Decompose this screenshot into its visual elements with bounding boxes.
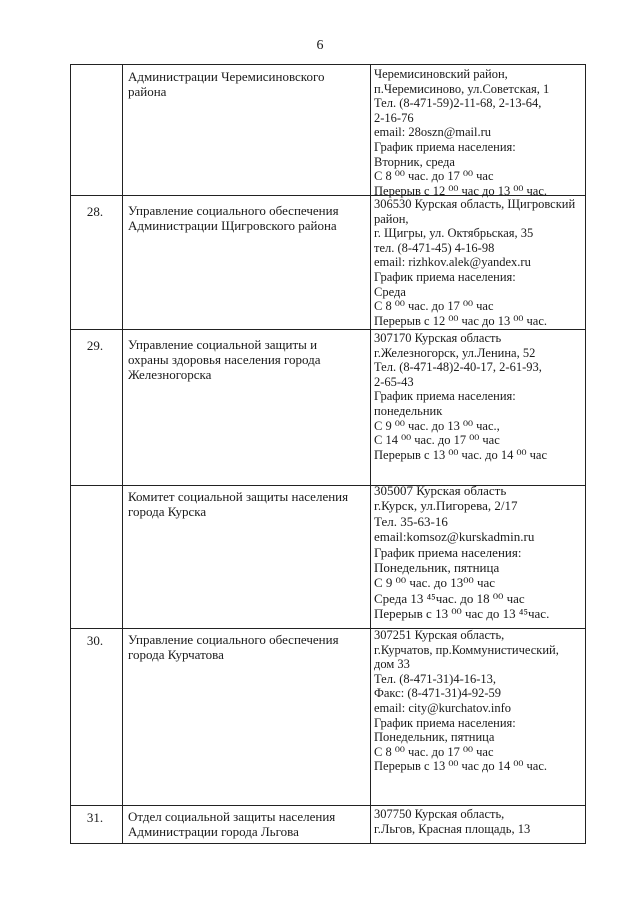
- org-line: Отдел социальной защиты населения: [128, 809, 336, 824]
- page-number: 6: [316, 38, 324, 53]
- contact-line: 307251 Курская область,: [374, 628, 505, 642]
- organization-name: [128, 203, 368, 233]
- contact-line: г.Курчатов, пр.Коммунистический,: [374, 642, 559, 657]
- contact-line: С 8 ⁰⁰ час. до 17 ⁰⁰ час: [374, 299, 494, 314]
- org-line: Управление социальной защиты и: [128, 337, 318, 352]
- row-number: 28.: [86, 204, 104, 219]
- row-divider: [70, 329, 586, 330]
- org-line: города Курчатова: [128, 647, 224, 662]
- contact-line: График приема населения:: [374, 269, 516, 284]
- contact-info: [374, 197, 582, 328]
- contact-line: дом 33: [374, 657, 410, 672]
- contact-info: [374, 67, 582, 198]
- org-line: Управление социального обеспечения: [128, 203, 339, 218]
- contact-line: Факс: (8-471-31)4-92-59: [374, 686, 502, 701]
- contact-line: г.Курск, ул.Пигорева, 2/17: [374, 498, 518, 514]
- contact-line: г.Льгов, Красная площадь, 13: [374, 821, 531, 836]
- row-number: 30.: [86, 633, 104, 648]
- contact-line: Тел. (8-471-48)2-40-17, 2-61-93,: [374, 360, 542, 375]
- contact-line: 307750 Курская область,: [374, 807, 505, 821]
- contact-line: График приема населения:: [374, 715, 516, 730]
- contact-line: С 14 ⁰⁰ час. до 17 ⁰⁰ час: [374, 433, 500, 448]
- org-line: района: [128, 84, 167, 99]
- organization-name: [128, 809, 368, 839]
- contact-line: С 9 ⁰⁰ час. до 13 ⁰⁰ час.,: [374, 418, 500, 433]
- table-border-right: [585, 65, 586, 843]
- contact-line: г.Железногорск, ул.Ленина, 52: [374, 345, 536, 360]
- column-divider-1: [122, 65, 123, 843]
- contact-line: Среда 13 ⁴⁵час. до 18 ⁰⁰ час: [374, 590, 525, 606]
- contact-line: район,: [374, 211, 409, 226]
- contact-info: [374, 628, 582, 774]
- contact-line: Тел. (8-471-31)4-16-13,: [374, 671, 497, 686]
- table-border-left: [70, 65, 71, 843]
- contact-line: Черемисиновский район,: [374, 67, 508, 81]
- contact-line: График приема населения:: [374, 139, 516, 154]
- organization-name: [128, 69, 368, 99]
- contact-info: [374, 331, 582, 462]
- org-line: Управление социального обеспечения: [128, 632, 339, 647]
- contact-line: тел. (8-471-45) 4-16-98: [374, 240, 495, 255]
- contacts-table: [70, 64, 586, 844]
- contact-line: 2-16-76: [374, 110, 414, 125]
- contact-email: email: city@kurchatov.info: [374, 700, 512, 715]
- contact-line: График приема населения:: [374, 389, 516, 404]
- row-number: 29.: [86, 338, 104, 353]
- contact-line: Понедельник, пятница: [374, 730, 495, 745]
- contact-info: [374, 807, 582, 836]
- row-divider: [70, 805, 586, 806]
- org-line: Комитет социальной защиты населения: [128, 489, 349, 504]
- contact-line: понедельник: [374, 403, 443, 418]
- contact-line: С 8 ⁰⁰ час. до 17 ⁰⁰ час: [374, 744, 494, 759]
- contact-line: Понедельник, пятница: [374, 560, 500, 576]
- column-divider-2: [370, 65, 371, 843]
- org-line: города Курска: [128, 504, 207, 519]
- contact-line: Перерыв с 12 ⁰⁰ час до 13 ⁰⁰ час.: [374, 313, 548, 328]
- org-line: Администрации Щигровского района: [128, 218, 337, 233]
- contact-line: Вторник, среда: [374, 154, 455, 169]
- contact-line: График приема населения:: [374, 544, 522, 560]
- contact-line: Тел. 35-63-16: [374, 513, 448, 529]
- contact-line: Перерыв с 13 ⁰⁰ час. до 14 ⁰⁰ час: [374, 447, 548, 462]
- org-line: охраны здоровья населения города: [128, 352, 321, 367]
- contact-line: 307170 Курская область: [374, 331, 502, 345]
- contact-line: С 8 ⁰⁰ час. до 17 ⁰⁰ час: [374, 169, 494, 184]
- contact-line: С 9 ⁰⁰ час. до 13⁰⁰ час: [374, 575, 496, 591]
- org-line: Железногорска: [128, 367, 212, 382]
- row-number: 31.: [86, 810, 104, 825]
- contact-line: 305007 Курская область: [374, 483, 507, 498]
- contact-info: [374, 483, 582, 622]
- contact-line: Среда: [374, 284, 406, 299]
- contact-line: п.Черемисиново, ул.Советская, 1: [374, 81, 550, 96]
- contact-line: Перерыв с 12 ⁰⁰ час до 13 ⁰⁰ час.: [374, 183, 548, 198]
- org-line: Администрации Черемисиновского: [128, 69, 325, 84]
- contact-email: email: 28oszn@mail.ru: [374, 125, 492, 140]
- contact-line: Тел. (8-471-59)2-11-68, 2-13-64,: [374, 96, 542, 111]
- contact-line: г. Щигры, ул. Октябрьская, 35: [374, 226, 534, 241]
- contact-line: 306530 Курская область, Щигровский: [374, 197, 576, 211]
- contact-email: email: rizhkov.alek@yandex.ru: [374, 255, 531, 270]
- organization-name: [128, 489, 368, 519]
- organization-name: [128, 632, 368, 662]
- contact-line: 2-65-43: [374, 374, 414, 389]
- org-line: Администрации города Льгова: [128, 824, 299, 839]
- contact-email: email:komsoz@kurskadmin.ru: [374, 529, 535, 545]
- organization-name: [128, 337, 368, 382]
- contact-line: Перерыв с 13 ⁰⁰ час до 13 ⁴⁵час.: [374, 606, 550, 622]
- contact-line: Перерыв с 13 ⁰⁰ час до 14 ⁰⁰ час.: [374, 759, 548, 774]
